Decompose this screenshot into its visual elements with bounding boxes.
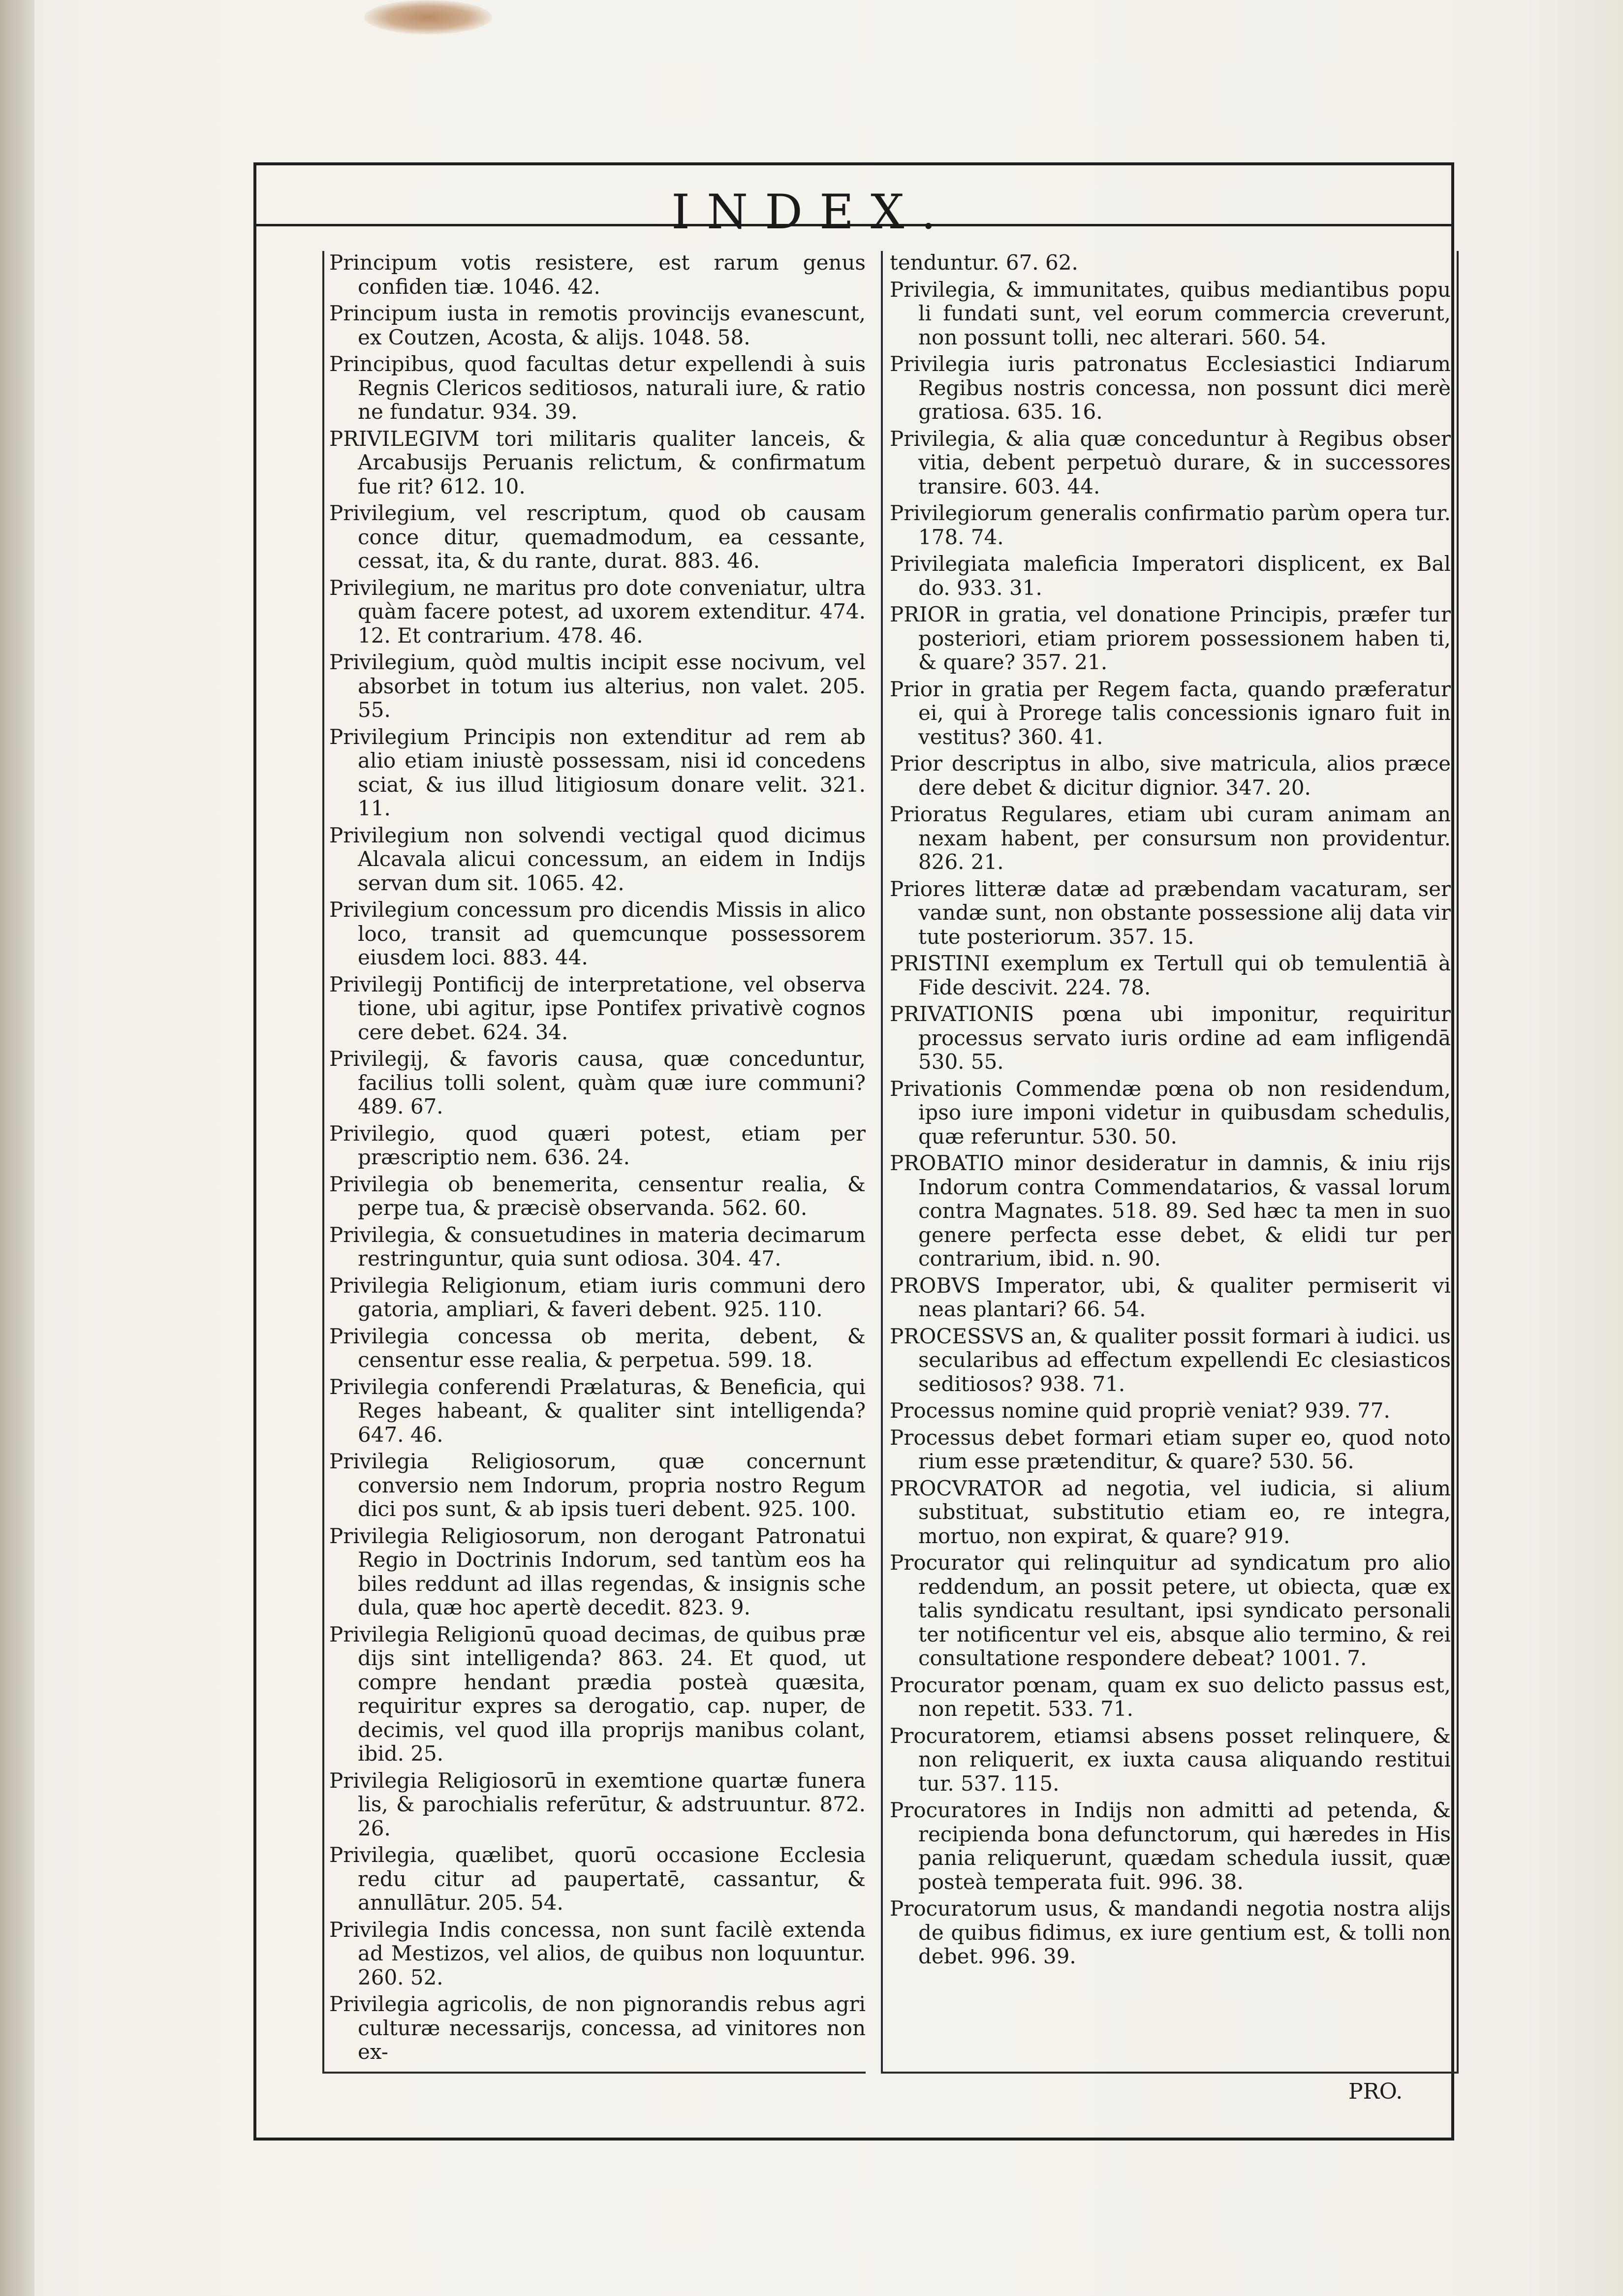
index-entry: Prior descriptus in albo, sive matricula, alios præce dere debet & dicitur dignior. 347. 20. [890,751,1451,800]
index-entry: PROBATIO minor desideratur in damnis, & iniu rijs Indorum contra Commendatarios, & vassal lorum contra Magnates. 518. 89. Sed hæc ta men in suo genere perfecta esse debet, & elidi tur per contrarium, ibid. n. 90. [890,1151,1451,1271]
index-entry: Privilegia, & consuetudines in materia decimarum restringuntur, quia sunt odiosa. 304. 47. [329,1222,866,1271]
index-entry: Privilegium non solvendi vectigal quod dicimus Alcavala alicui concessum, an eidem in Indijs servan dum sit. 1065. 42. [329,823,866,895]
index-entry: Principibus, quod facultas detur expellendi à suis Regnis Clericos seditiosos, naturali iure, & ratio ne fundatur. 934. 39. [329,352,866,424]
index-entry: Privilegium, ne maritus pro dote conveniatur, ultra quàm facere potest, ad uxorem extenditur. 474. 12. Et contrarium. 478. 46. [329,575,866,648]
index-entry: Privilegia, & alia quæ conceduntur à Regibus obser vitia, debent perpetuò durare, & in successores transire. 603. 44. [890,426,1451,498]
index-entry: PROCESSVS an, & qualiter possit formari à iudici. us secularibus ad effectum expellendi Ec clesiasticos seditiosos? 938. 71. [890,1324,1451,1396]
index-entry: Privationis Commendæ pœna ob non residendum, ipso iure imponi videtur in quibusdam schedulis, quæ referuntur. 530. 50. [890,1076,1451,1148]
index-entry: Privilegia, quælibet, quorū occasione Ecclesia redu citur ad paupertatē, cassantur, & annullātur. 205. 54. [329,1843,866,1915]
book-spine [0,0,34,2296]
index-entry: Privilegia Religiosorum, quæ concernunt conversio nem Indorum, propria nostro Regum dici pos sunt, & ab ipsis tueri debent. 925. 100. [329,1449,866,1521]
index-entry: Privilegij Pontificij de interpretatione, vel observa tione, ubi agitur, ipse Pontifex privativè cognos cere debet. 624. 34. [329,972,866,1044]
index-entry: tenduntur. 67. 62. [890,251,1078,275]
index-entry: Privilegij, & favoris causa, quæ conceduntur, facilius tolli solent, quàm quæ iure communi? 489. 67. [329,1047,866,1118]
index-entry: Privilegia ob benemerita, censentur realia, & perpe tua, & præcisè observanda. 562. 60. [329,1172,866,1220]
index-entry: PROBVS Imperator, ubi, & qualiter permiserit vi neas plantari? 66. 54. [890,1273,1451,1321]
page-title: INDEX. [671,185,953,240]
index-entry: PRIVATIONIS pœna ubi imponitur, requiritur processus servato iuris ordine ad eam infligendā 530. 55. [890,1002,1451,1074]
index-entry: Processus nomine quid propriè veniat? 939. 77. [890,1398,1390,1423]
index-entry: Privilegio, quod quæri potest, etiam per præscriptio nem. 636. 24. [329,1121,866,1169]
index-entry: Privilegium Principis non extenditur ad rem ab alio etiam iniustè possessam, nisi id concedens sciat, & ius illud litigiosum donare velit. 321. 11. [329,724,866,820]
index-entry: Principum iusta in remotis provincijs evanescunt, ex Coutzen, Acosta, & alijs. 1048. 58. [329,301,866,349]
index-entry: Privilegium concessum pro dicendis Missis in alico loco, transit ad quemcunque possessorem eiusdem loci. 883. 44. [329,898,866,969]
index-entry: Privilegia, & immunitates, quibus mediantibus popu li fundati sunt, vel eorum commercia creverunt, non possunt tolli, nec alterari. 560. 54. [890,277,1451,349]
index-entry: Procuratorem, etiamsi absens posset relinquere, & non reliquerit, ex iuxta causa aliquando restitui tur. 537. 115. [890,1723,1451,1796]
index-entry: PRIVILEGIVM tori militaris qualiter lanceis, & Arcabusijs Peruanis relictum, & confirmatum fue rit? 612. 10. [329,426,866,498]
page-stain [364,0,492,34]
index-entry: Processus debet formari etiam super eo, quod noto rium esse prætenditur, & quare? 530. 56. [890,1425,1451,1473]
catchword: PRO. [1348,2079,1403,2104]
index-entry: Privilegia Religiosorū in exemtione quartæ funera lis, & parochialis referūtur, & adstruuntur. 872. 26. [329,1768,866,1840]
index-entry: Procuratores in Indijs non admitti ad petenda, & recipienda bona defunctorum, qui hæredes in His pania reliquerunt, quædam schedula iussit, quæ posteà temperata fuit. 996. 38. [890,1798,1451,1894]
index-entry: Privilegia Religiosorum, non derogant Patronatui Regio in Doctrinis Indorum, sed tantùm eos ha biles reddunt ad illas regendas, & insignis sche dula, quæ hoc apertè decedit. 823. 9. [329,1523,866,1619]
index-entry: Privilegia Indis concessa, non sunt facilè extenda ad Mestizos, vel alios, de quibus non loquuntur. 260. 52. [329,1917,866,1989]
index-entry: PROCVRATOR ad negotia, vel iudicia, si alium substituat, substitutio etiam eo, re integra, mortuo, non expirat, & quare? 919. [890,1476,1451,1548]
index-entry: Procuratorum usus, & mandandi negotia nostra alijs de quibus fidimus, ex iure gentium est, & tolli non debet. 996. 39. [890,1896,1451,1968]
index-entry: Prior in gratia per Regem facta, quando præferatur ei, qui à Prorege talis concessionis ignaro fuit in vestitus? 360. 41. [890,677,1451,749]
index-entry: PRISTINI exemplum ex Tertull qui ob temulentiā à Fide descivit. 224. 78. [890,951,1451,999]
index-entry: Prioratus Regulares, etiam ubi curam animam an nexam habent, per consursum non providentur. 826. 21. [890,802,1451,874]
index-column-right [881,251,1459,2074]
index-column-left [322,251,866,2074]
index-entry: Procurator pœnam, quam ex suo delicto passus est, non repetit. 533. 71. [890,1673,1451,1721]
index-entry: Privilegia iuris patronatus Ecclesiastici Indiarum Regibus nostris concessa, non possunt dici merè gratiosa. 635. 16. [890,352,1451,424]
index-entry: Privilegiorum generalis confirmatio parùm opera tur. 178. 74. [890,501,1451,549]
index-entry: Privilegia Religionum, etiam iuris communi dero gatoria, ampliari, & faveri debent. 925. 110. [329,1273,866,1321]
index-entry: Procurator qui relinquitur ad syndicatum pro alio reddendum, an possit petere, ut obiecta, quæ ex talis syndicatu resultant, ipsi syndicato personali ter notificentur vel eis, absque alio termino, & rei consultatione respondere debeat? 1001. 7. [890,1551,1451,1670]
index-entry: Privilegia Religionū quoad decimas, de quibus præ dijs sint intelligenda? 863. 24. Et quod, ut compre hendant prædia posteà quæsita, requiritur expres sa derogatio, cap. nuper, de decimis, vel quod illa proprijs manibus colant, ibid. 25. [329,1622,866,1766]
index-entry: Privilegia conferendi Prælaturas, & Beneficia, qui Reges habeant, & qualiter sint intelligenda? 647. 46. [329,1374,866,1447]
index-entry: Principum votis resistere, est rarum genus confiden tiæ. 1046. 42. [329,251,866,299]
index-entry: Privilegium, quòd multis incipit esse nocivum, vel absorbet in totum ius alterius, non valet. 205. 55. [329,650,866,722]
index-entry: Privilegia agricolis, de non pignorandis rebus agri culturæ necessarijs, concessa, ad vinitores non ex- [329,1992,866,2064]
index-entry: Priores litteræ datæ ad præbendam vacaturam, ser vandæ sunt, non obstante possessione alij data vir tute posteriorum. 357. 15. [890,876,1451,949]
index-entry: Privilegium, vel rescriptum, quod ob causam conce ditur, quemadmodum, ea cessante, cessat, ita, & du rante, durat. 883. 46. [329,501,866,573]
index-entry: Privilegiata maleficia Imperatori displicent, ex Bal do. 933. 31. [890,552,1451,600]
index-entry: PRIOR in gratia, vel donatione Principis, præfer tur posteriori, etiam priorem possessionem haben ti, & quare? 357. 21. [890,602,1451,674]
index-entry: Privilegia concessa ob merita, debent, & censentur esse realia, & perpetua. 599. 18. [329,1324,866,1372]
